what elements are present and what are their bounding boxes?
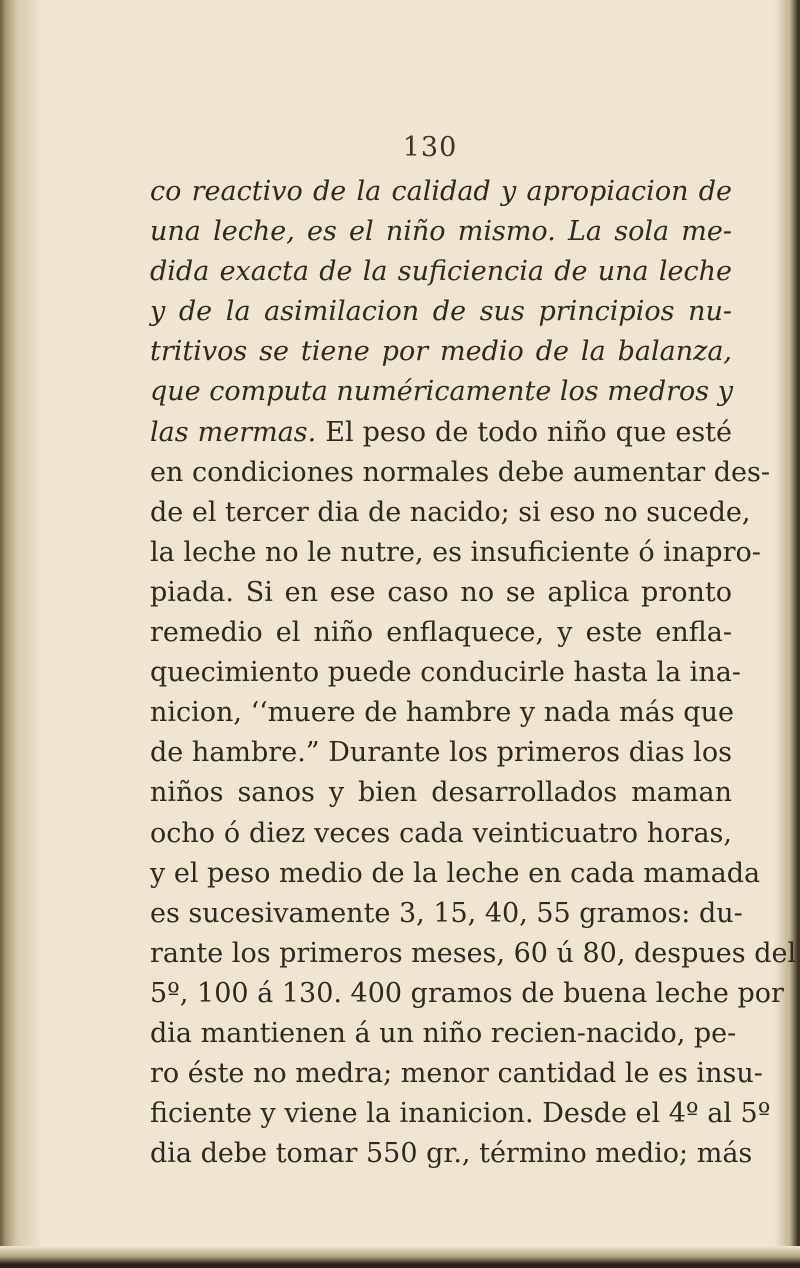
roman-text: la leche no le nutre, es insuficiente ó inapro- xyxy=(150,536,761,568)
text-line xyxy=(150,934,797,974)
text-line xyxy=(150,372,732,412)
page-number: 130 xyxy=(402,132,458,163)
text-line xyxy=(150,172,732,212)
text-line xyxy=(150,453,770,493)
italic-text: co reactivo de la calidad y apropiacion de xyxy=(150,176,732,207)
text-line xyxy=(150,1014,737,1054)
text-line xyxy=(150,653,741,693)
italic-text: una leche, es el niño mismo. La sola me- xyxy=(150,216,732,248)
roman-text: de el tercer dia de nacido; si eso no sucede, xyxy=(150,496,751,528)
roman-text: ocho ó diez veces cada veinticuatro horas, xyxy=(150,817,732,849)
text-line xyxy=(150,613,732,653)
text-line xyxy=(150,773,732,813)
roman-text: ro éste no medra; menor cantidad le es insu- xyxy=(150,1058,763,1090)
text-line xyxy=(150,1054,763,1094)
italic-text: tritivos se tiene por medio de la balanza, xyxy=(150,336,732,368)
roman-text: es sucesivamente 3, 15, 40, 55 gramos: du- xyxy=(150,897,743,929)
text-line xyxy=(150,894,743,934)
italic-text: que computa numéricamente los medros y xyxy=(150,376,733,408)
roman-text: piada. Si en ese caso no se aplica pronto xyxy=(150,576,732,608)
text-line xyxy=(150,292,732,332)
roman-text: El peso de todo niño que esté xyxy=(316,416,733,448)
roman-text: ficiente y viene la inanicion. Desde el 4º al 5º xyxy=(150,1098,771,1130)
text-line xyxy=(150,733,732,773)
text-line xyxy=(150,332,732,372)
body-text xyxy=(150,172,797,1174)
page-bottom-edge-shadow xyxy=(0,1246,800,1268)
text-line xyxy=(150,533,761,573)
roman-text: quecimiento puede conducirle hasta la ina- xyxy=(150,657,741,689)
roman-text: dia mantienen á un niño recien-nacido, pe- xyxy=(150,1017,737,1049)
text-line xyxy=(150,413,732,453)
text-line xyxy=(150,573,732,613)
text-line xyxy=(150,1094,771,1134)
roman-text: niños sanos y bien desarrollados maman xyxy=(150,777,732,809)
text-line xyxy=(150,693,732,733)
text-line xyxy=(150,854,761,894)
text-line xyxy=(150,493,751,533)
roman-text: y el peso medio de la leche en cada mamada xyxy=(150,857,761,889)
text-line xyxy=(150,974,784,1014)
roman-text: de hambre.” Durante los primeros dias los xyxy=(150,737,732,769)
text-line xyxy=(150,1134,753,1174)
text-line xyxy=(150,814,732,854)
roman-text: remedio el niño enflaquece, y este enfla- xyxy=(150,617,732,649)
italic-text: y de la asimilacion de sus principios nu- xyxy=(150,296,732,328)
text-line xyxy=(150,252,732,292)
italic-text: las mermas. xyxy=(150,416,317,448)
roman-text: 5º, 100 á 130. 400 gramos de buena leche por xyxy=(150,977,784,1009)
roman-text: nicion, ‘‘muere de hambre y nada más que xyxy=(150,697,734,729)
page-left-edge-shadow xyxy=(0,0,42,1268)
roman-text: dia debe tomar 550 gr., término medio; más xyxy=(150,1138,753,1170)
roman-text: rante los primeros meses, 60 ú 80, despues del xyxy=(150,937,797,969)
page-right-edge-shadow xyxy=(774,0,800,1268)
text-line xyxy=(150,212,732,252)
italic-text: dida exacta de la suficiencia de una leche xyxy=(150,256,732,288)
roman-text: en condiciones normales debe aumentar des- xyxy=(150,456,770,488)
